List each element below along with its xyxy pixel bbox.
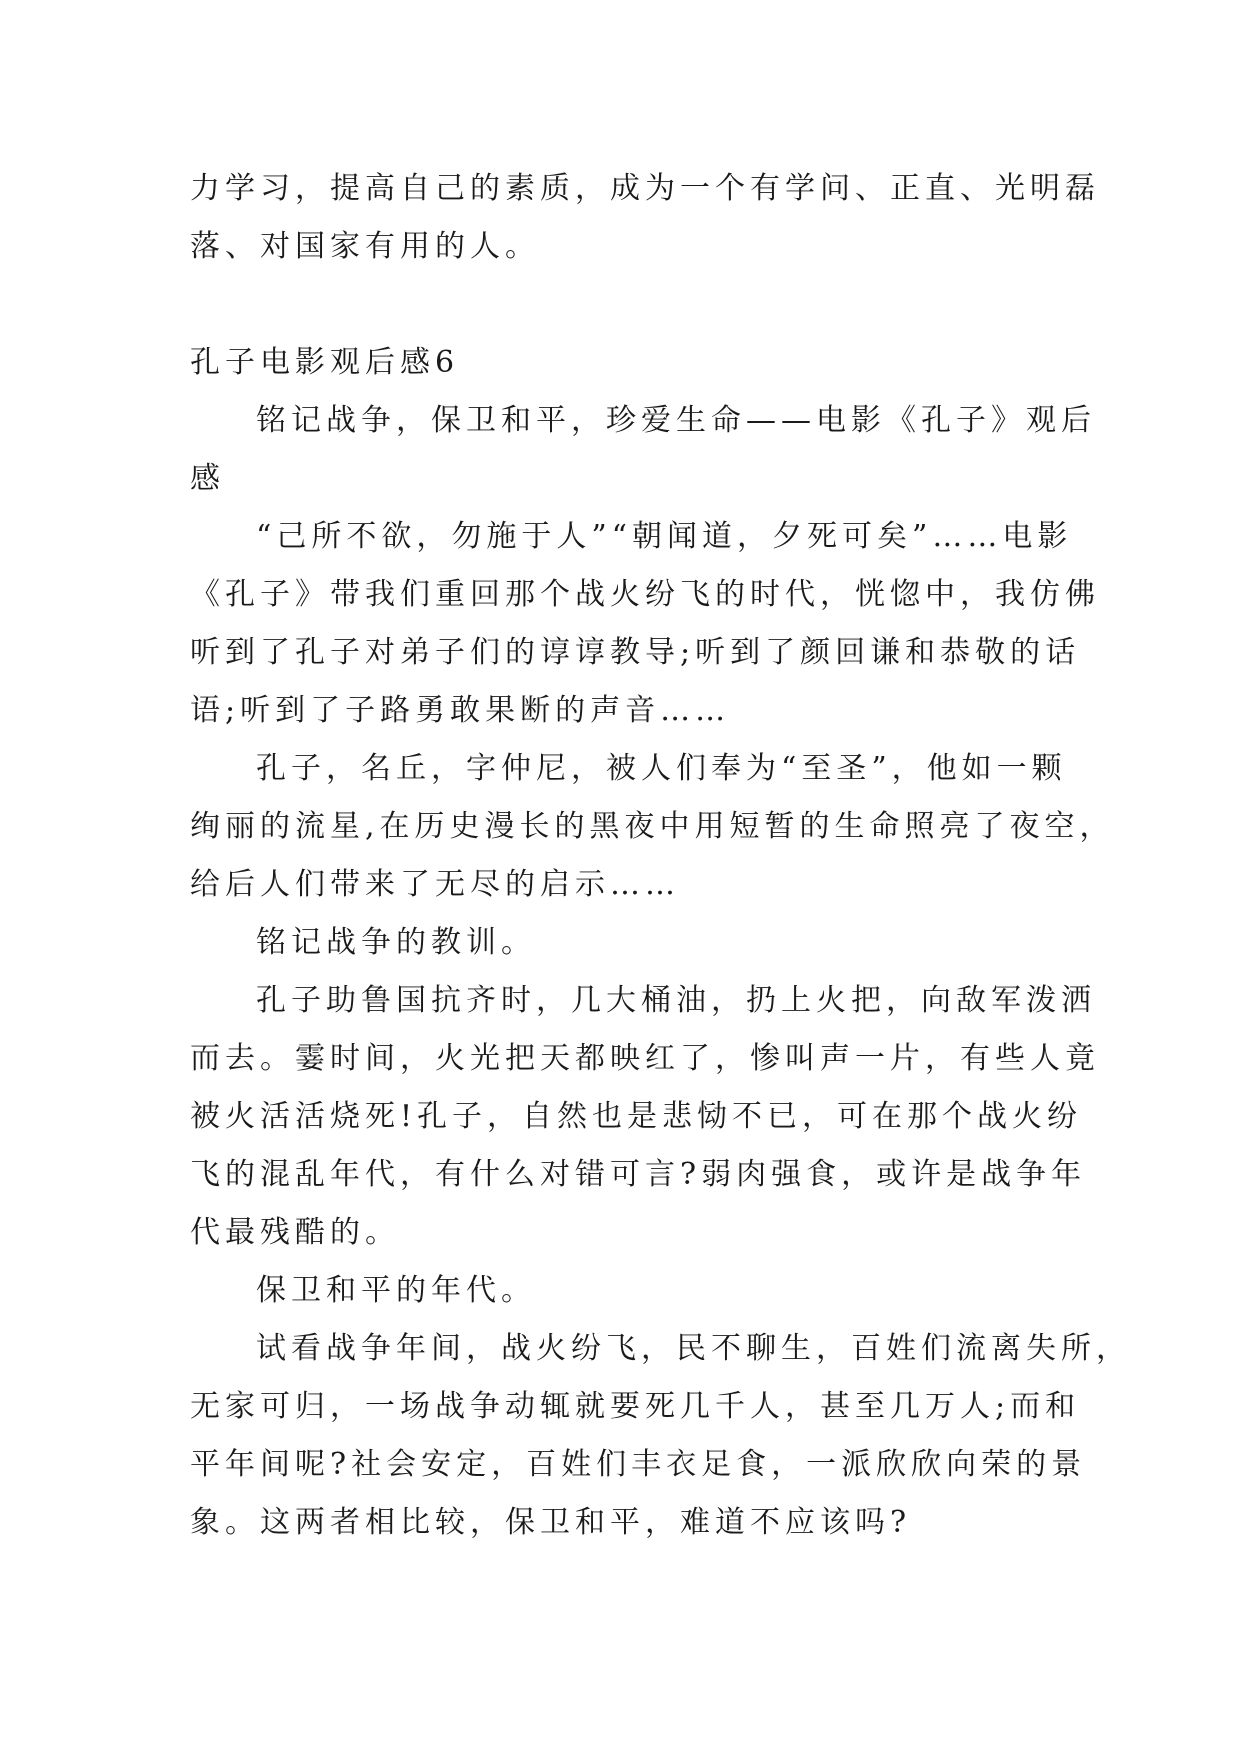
body-line: 保卫和平的年代。 xyxy=(256,1273,536,1308)
body-line: 被火活活烧死!孔子，自然也是悲恸不已，可在那个战火纷 xyxy=(190,1099,1083,1134)
body-line: 飞的混乱年代，有什么对错可言?弱肉强食，或许是战争年 xyxy=(190,1157,1087,1192)
body-line: “己所不欲，勿施于人”“朝闻道，夕死可矣”……电影 xyxy=(256,519,1073,554)
body-line: 象。这两者相比较，保卫和平，难道不应该吗? xyxy=(190,1505,912,1540)
body-line: 感 xyxy=(190,461,225,496)
document-page xyxy=(190,160,1131,1552)
body-line: 《孔子》带我们重回那个战火纷飞的时代，恍惚中，我仿佛 xyxy=(190,577,1100,612)
body-line: 语;听到了子路勇敢果断的声音…… xyxy=(190,693,731,728)
body-line: 绚丽的流星,在历史漫长的黑夜中用短暂的生命照亮了夜空， xyxy=(190,809,1115,844)
body-line: 孔子，名丘，字仲尼，被人们奉为“至圣”，他如一颗 xyxy=(256,751,1067,786)
body-line: 孔子助鲁国抗齐时，几大桶油，扔上火把，向敌军泼洒 xyxy=(256,983,1096,1018)
article-body xyxy=(190,392,1131,1552)
body-line: 无家可归，一场战争动辄就要死几千人，甚至几万人;而和 xyxy=(190,1389,1081,1424)
body-line: 代最残酷的。 xyxy=(190,1215,400,1250)
body-line: 给后人们带来了无尽的启示…… xyxy=(190,867,680,902)
paragraph-gap xyxy=(190,276,1046,334)
section-title: 孔子电影观后感6 xyxy=(190,345,460,380)
body-line: 落、对国家有用的人。 xyxy=(190,229,540,264)
body-line: 铭记战争的教训。 xyxy=(256,925,536,960)
body-line: 平年间呢?社会安定，百姓们丰衣足食，一派欣欣向荣的景 xyxy=(190,1447,1087,1482)
body-line: 试看战争年间，战火纷飞，民不聊生，百姓们流离失所， xyxy=(256,1331,1131,1366)
body-line: 听到了孔子对弟子们的谆谆教导;听到了颜回谦和恭敬的话 xyxy=(190,635,1081,670)
body-line: 力学习，提高自己的素质，成为一个有学问、正直、光明磊 xyxy=(190,171,1100,206)
body-line: 而去。霎时间，火光把天都映红了，惨叫声一片，有些人竟 xyxy=(190,1041,1100,1076)
body-line: 铭记战争，保卫和平，珍爱生命——电影《孔子》观后 xyxy=(256,403,1096,438)
